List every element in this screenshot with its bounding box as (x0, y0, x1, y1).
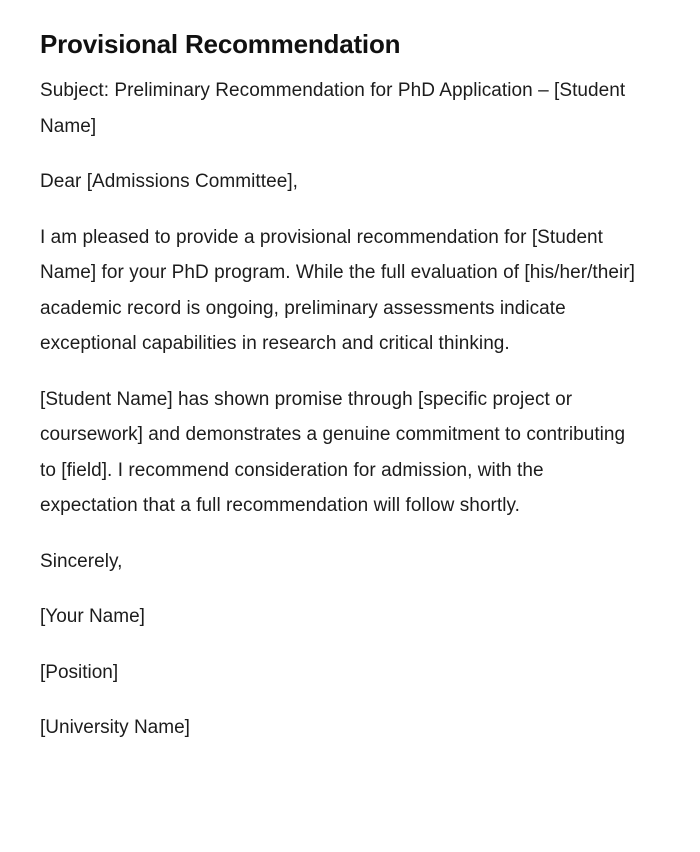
salutation: Dear [Admissions Committee], (40, 171, 298, 192)
subject-line: Subject: Preliminary Recommendation for PhD Application – [Student Name] (40, 80, 626, 137)
closing-salutation: Sincerely, (40, 550, 123, 572)
body-paragraph-2: [Student Name] has shown promise through [specific project or coursework] and demonstrates a genuine commitment to contributing to [field]. I recommend consideration for admission, with the expectation that a full recommendation will follow shortly. (40, 388, 626, 516)
page-title: Provisional Recommendation (40, 29, 401, 59)
signature-name: [Your Name] (40, 606, 145, 627)
signature-university: [University Name] (40, 717, 190, 738)
signature-position: [Position] (40, 661, 119, 683)
body-paragraph-1: I am pleased to provide a provisional recommendation for [Student Name] for your PhD program. While the full evaluation of [his/her/their] academic record is ongoing, preliminary assessments indicate exceptional capabilities in research and critical thinking. (40, 226, 635, 354)
